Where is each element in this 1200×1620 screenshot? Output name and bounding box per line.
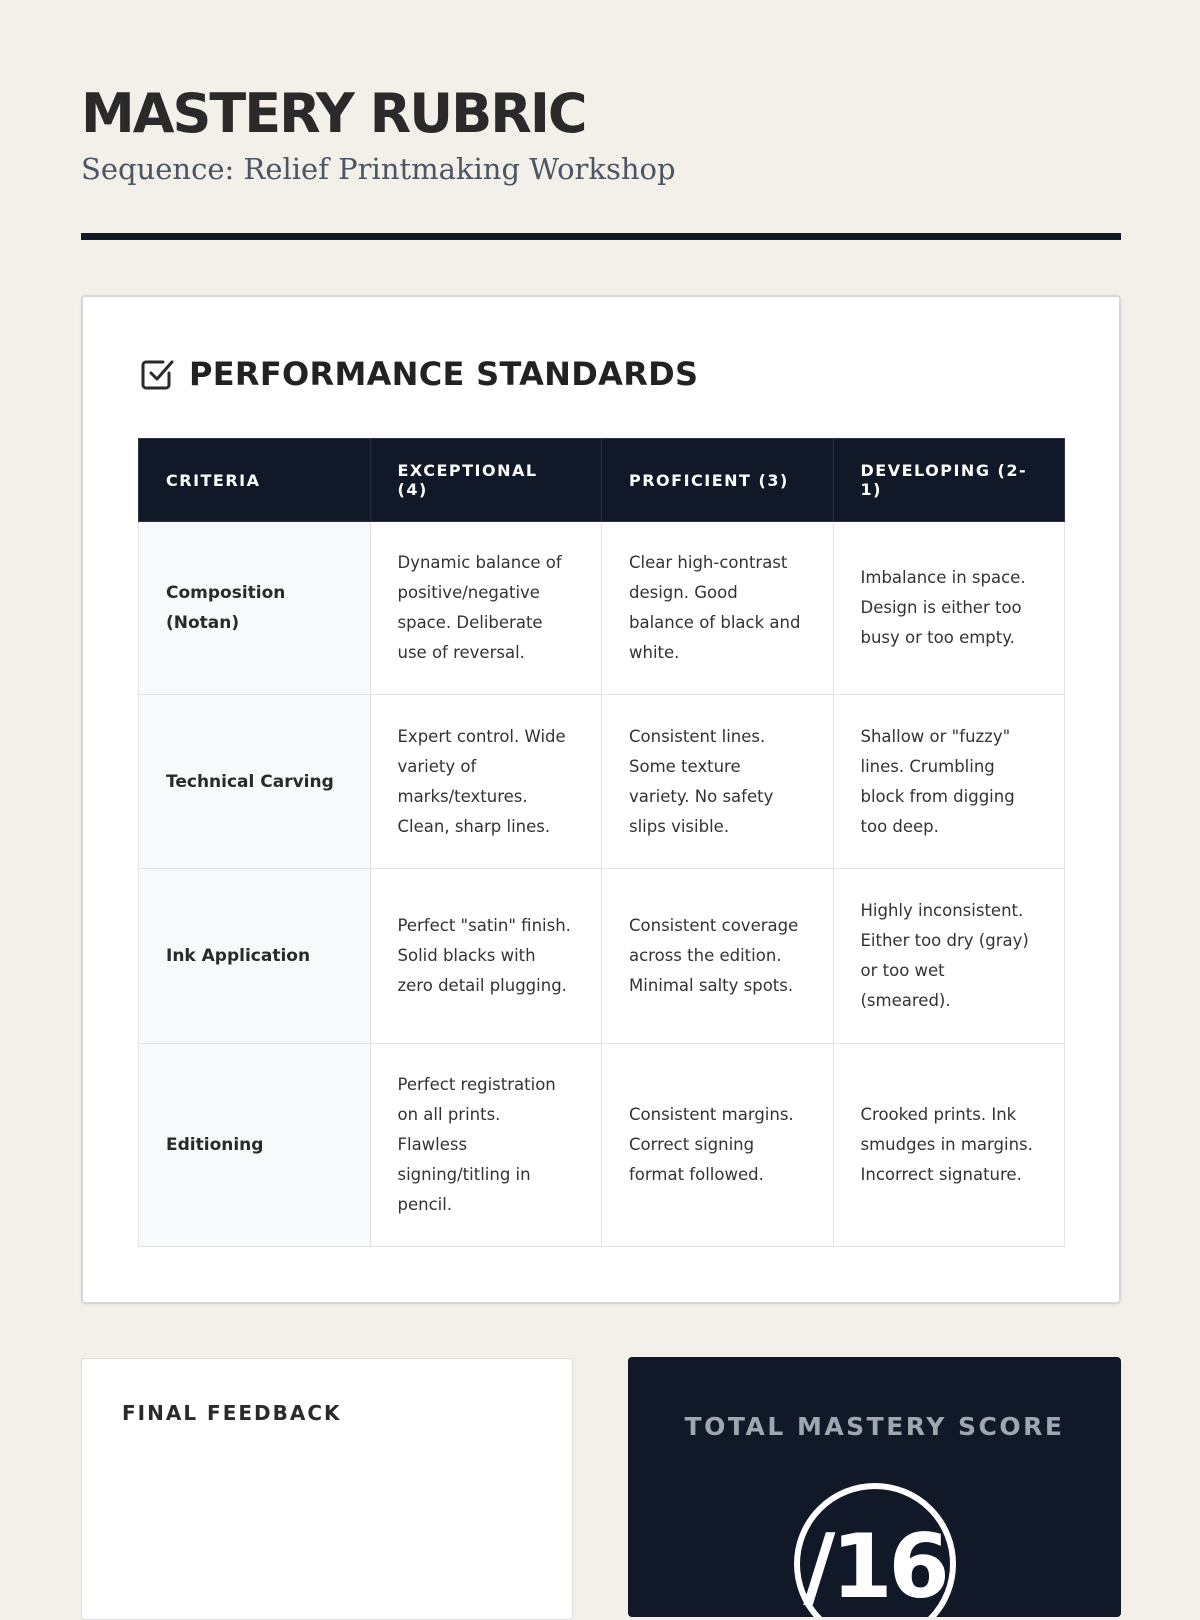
criteria-cell: Ink Application [139,869,371,1044]
proficient-cell: Clear high-contrast design. Good balance of black and white. [602,522,834,695]
column-header-exceptional: EXCEPTIONAL (4) [370,439,602,522]
exceptional-cell: Perfect "satin" finish. Solid blacks with zero detail plugging. [370,869,602,1044]
total-score-panel [628,1357,1121,1617]
page-subtitle: Sequence: Relief Printmaking Workshop [81,152,676,186]
checkbox-check-icon [139,356,175,392]
developing-cell: Imbalance in space. Design is either too busy or too empty. [833,522,1065,695]
performance-standards-card [81,295,1121,1304]
rubric-table [138,438,1065,1247]
final-feedback-label: FINAL FEEDBACK [122,1401,342,1425]
criteria-cell: Technical Carving [139,695,371,869]
header-divider [81,233,1121,240]
table-row [139,522,1065,695]
header [81,82,1121,188]
criteria-cell: Editioning [139,1044,371,1247]
table-row [139,869,1065,1044]
proficient-cell: Consistent margins. Correct signing format followed. [602,1044,834,1247]
criteria-cell: Composition (Notan) [139,522,371,695]
proficient-cell: Consistent coverage across the edition. Minimal salty spots. [602,869,834,1044]
table-row [139,1044,1065,1247]
card-header [139,355,698,393]
developing-cell: Highly inconsistent. Either too dry (gray) or too wet (smeared). [833,869,1065,1044]
proficient-cell: Consistent lines. Some texture variety. No safety slips visible. [602,695,834,869]
final-feedback-box[interactable] [81,1358,573,1620]
table-row [139,695,1065,869]
developing-cell: Shallow or "fuzzy" lines. Crumbling block from digging too deep. [833,695,1065,869]
developing-cell: Crooked prints. Ink smudges in margins. Incorrect signature. [833,1044,1065,1247]
section-title: PERFORMANCE STANDARDS [189,355,699,393]
exceptional-cell: Dynamic balance of positive/negative space. Deliberate use of reversal. [370,522,602,695]
score-value: /16 [803,1515,946,1617]
column-header-proficient: PROFICIENT (3) [602,439,834,522]
column-header-developing: DEVELOPING (2-1) [833,439,1065,522]
page-title: MASTERY RUBRIC [81,82,586,145]
column-header-criteria: CRITERIA [139,439,371,522]
total-score-label: TOTAL MASTERY SCORE [684,1412,1065,1441]
table-header-row [139,439,1065,522]
exceptional-cell: Perfect registration on all prints. Flawless signing/titling in pencil. [370,1044,602,1247]
exceptional-cell: Expert control. Wide variety of marks/textures. Clean, sharp lines. [370,695,602,869]
